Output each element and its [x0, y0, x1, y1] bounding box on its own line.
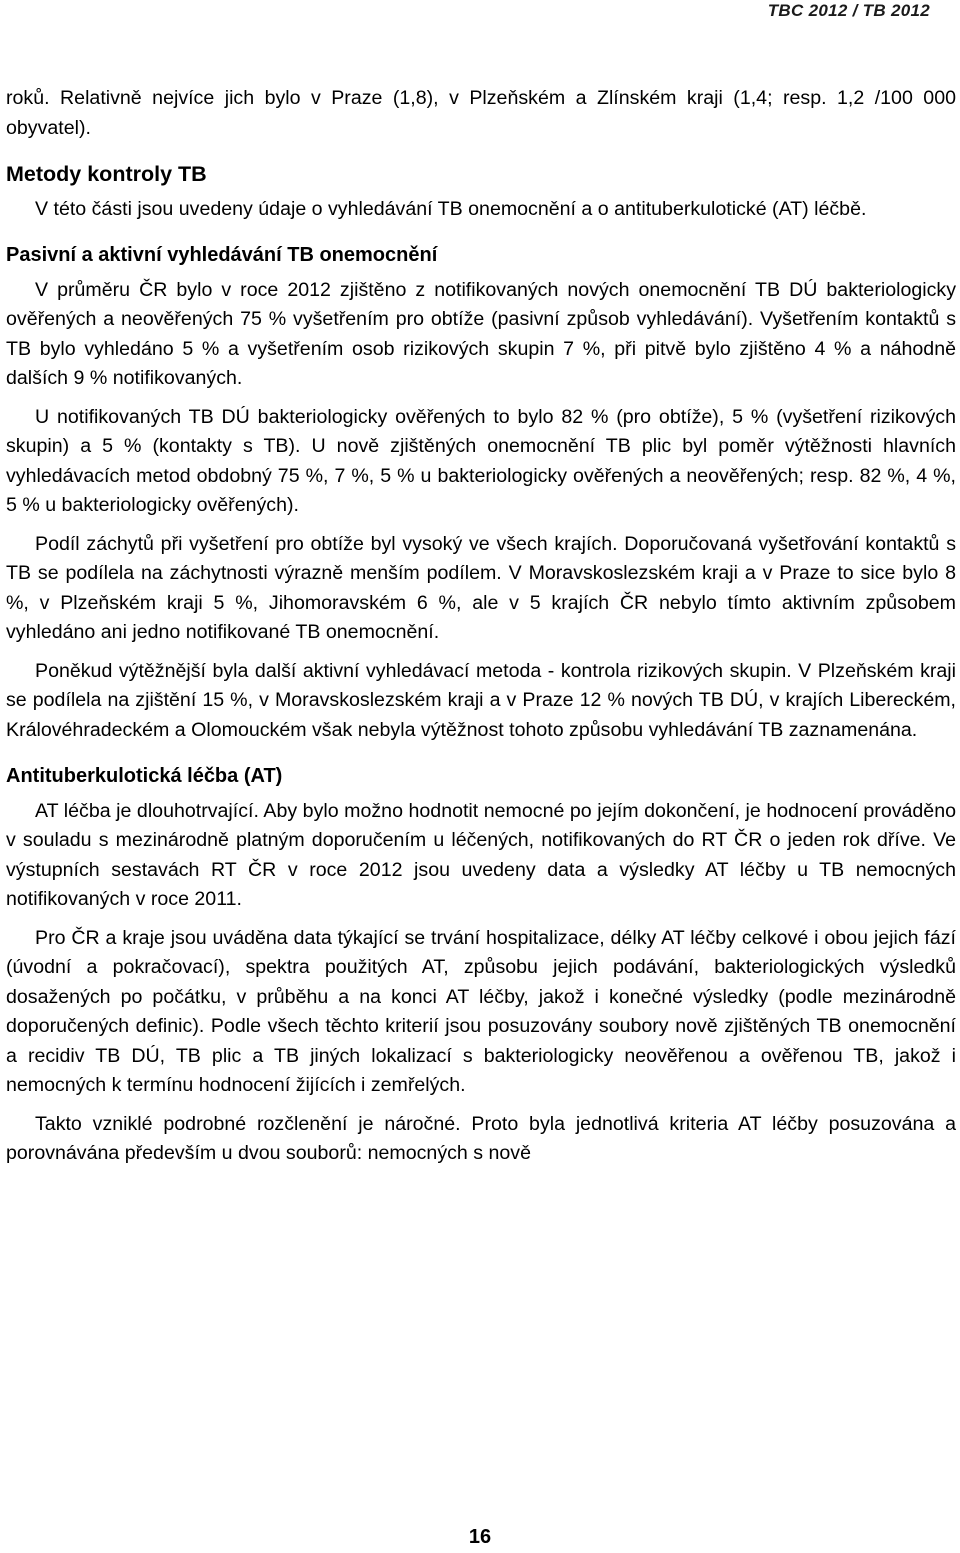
heading-pasivni-aktivni: Pasivní a aktivní vyhledávání TB onemocnění — [6, 244, 438, 266]
paragraph-takto: Takto vzniklé podrobné rozčlenění je náročné. Proto byla jednotlivá kriteria AT léčby posuzována a porovnávána především u dvou souborů: nemocných s nově — [6, 1112, 956, 1164]
heading-antituberkuloticka-lecba: Antituberkulotická léčba (AT) — [6, 765, 283, 787]
paragraph-continuation: roků. Relativně nejvíce jich bylo v Praze (1,8), v Plzeňském a Zlínském kraji (1,4; resp. 1,2 /100 000 obyvatel). — [6, 87, 956, 139]
running-header: TBC 2012 / TB 2012 — [767, 1, 930, 20]
paragraph-metody-intro: V této části jsou uvedeny údaje o vyhledávání TB onemocnění a o antituberkulotické (AT) léčbě. — [35, 197, 867, 220]
paragraph-prumer-cr: V průměru ČR bylo v roce 2012 zjištěno z notifikovaných nových onemocnění TB DÚ bakteriologicky ověřených a neověřených 75 % vyšetřením pro obtíže (pasivní způsob vyhledávání). Vyšetřením kontaktů s TB bylo vyhledáno 5 % a vyšetřením osob rizikových skupin 7 %, při pitvě bylo zjištěno 4 % a náhodně dalších 9 % notifikovaných. — [6, 278, 956, 389]
paragraph-at-lecba: AT léčba je dlouhotrvající. Aby bylo možno hodnotit nemocné po jejím dokončení, je hodnocení prováděno v souladu s mezinárodně platným doporučením u léčených, notifikovaných do RT ČR o jeden rok dříve. Ve výstupních sestavách RT ČR v roce 2012 jsou uvedeny data a výsledky AT léčby u TB nemocných notifikovaných v roce 2011. — [6, 799, 956, 910]
paragraph-podil-zachytu: Podíl záchytů při vyšetření pro obtíže byl vysoký ve všech krajích. Doporučovaná vyšetřování kontaktů s TB se podílela na záchytnosti výrazně menším podílem. V Moravskoslezském kraji a v Praze to sice bylo 8 %, v Plzeňském kraji 5 %, Jihomoravském 6 %, ale v 5 krajích ČR nebylo tímto aktivním způsobem vyhledáno ani jedno notifikované TB onemocnění. — [6, 532, 956, 643]
heading-metody-kontroly: Metody kontroly TB — [6, 162, 207, 186]
paragraph-pro-cr-kraje: Pro ČR a kraje jsou uváděna data týkající se trvání hospitalizace, délky AT léčby celkové i obou jejich fází (úvodní a pokračovací), spektra použitých AT, způsobu jejich podávání, bakteriologických výsledků dosažených po počátku, v průběhu a na konci AT léčby, jakož i konečné výsledky (podle mezinárodně doporučených definic). Podle všech těchto kriterií jsou posuzovány soubory nově zjištěných TB onemocnění a recidiv TB DÚ, TB plic a TB jiných lokalizací s bakteriologicky neověřenou a ověřenou TB, jakož i nemocných k termínu hodnocení žijících i zemřelých. — [6, 926, 956, 1096]
paragraph-ponekud: Poněkud výtěžnější byla další aktivní vyhledávací metoda - kontrola rizikových skupin. V Plzeňském kraji se podílela na zjištění 15 %, v Moravskoslezském kraji a v Praze 12 % nových TB DÚ, v krajích Libereckém, Královéhradeckém a Olomouckém však nebyla výtěžnost tohoto způsobu vyhledávání TB zaznamenána. — [6, 659, 956, 741]
document-body — [6, 84, 956, 1169]
paragraph-notifikovanych: U notifikovaných TB DÚ bakteriologicky ověřených to bylo 82 % (pro obtíže), 5 % (vyšetření rizikových skupin) a 5 % (kontakty s TB). U nově zjištěných onemocnění TB plic byl poměr výtěžnosti hlavních vyhledávacích metod obdobný 75 %, 7 %, 5 % u bakteriologicky ověřených a neověřených; resp. 82 %, 4 %, 5 % u bakteriologicky ověřených). — [6, 405, 956, 516]
page-number: 16 — [468, 1526, 492, 1548]
